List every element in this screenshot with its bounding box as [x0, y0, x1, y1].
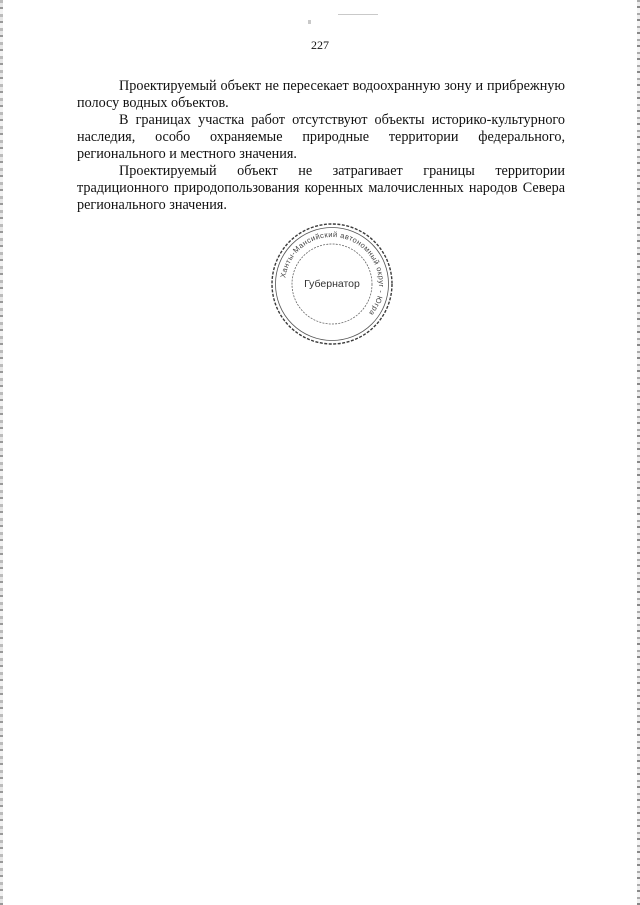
paragraph-heritage-objects: В границах участка работ отсутствуют объекты историко-культурного наследия, особо охраняемые природные территории федерального, регионального и местного значения.	[77, 112, 565, 162]
body-text	[77, 78, 565, 214]
scan-speck	[338, 14, 378, 15]
paragraph-traditional-land-use: Проектируемый объект не затрагивает границы территории традиционного природопользования коренных малочисленных народов Севера регионального значения.	[77, 163, 565, 213]
official-seal	[270, 222, 394, 346]
seal-graphic	[270, 222, 394, 346]
page-number: 227	[311, 38, 329, 52]
scan-edge-left	[0, 0, 3, 905]
scan-speck	[308, 20, 311, 24]
seal-ring-text	[278, 230, 386, 318]
seal-ring-textpath: Ханты-Мансийский автономный округ - Югра	[278, 229, 387, 318]
seal-center-text: Губернатор	[304, 278, 360, 290]
paragraph-water-zone: Проектируемый объект не пересекает водоохранную зону и прибрежную полосу водных объектов.	[77, 78, 565, 111]
